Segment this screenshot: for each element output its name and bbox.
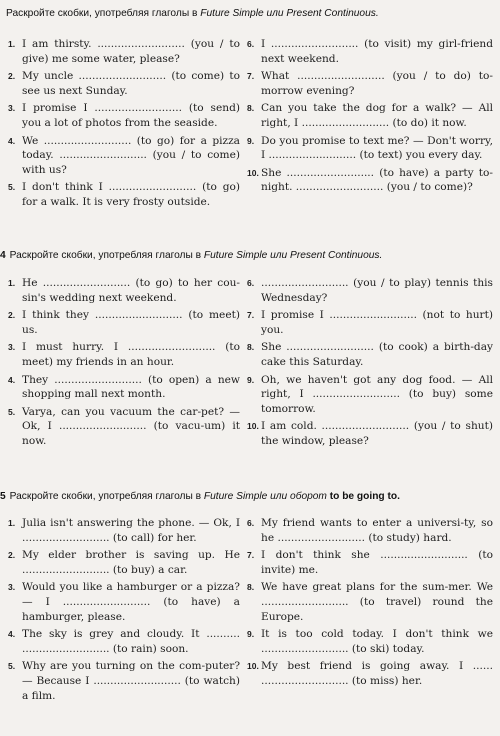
list-item: 7. I don't think she .......................... (to invite) me. xyxy=(247,549,493,576)
section-5-left-column xyxy=(8,516,240,706)
section-5-right-column xyxy=(247,516,493,692)
section-1-left-column xyxy=(8,37,240,213)
list-item: 9. It is too cold today. I don't think we .......................... (to ski) today. xyxy=(247,628,493,655)
section-4-heading xyxy=(0,250,382,261)
list-item: 8. She .......................... (to cook) a birth-day cake this Saturday. xyxy=(247,341,493,368)
list-item: 10. I am cold. .......................... (you / to shut) the window, please? xyxy=(247,420,493,447)
section-1-heading xyxy=(6,8,379,19)
list-item: 5. I don't think I .......................... (to go) for a walk. It is very frosty outside. xyxy=(8,181,240,208)
list-item: 10. My best friend is going away. I ...... .......................... (to miss) her. xyxy=(247,660,493,687)
list-item: 6. I .......................... (to visit) my girl-friend next weekend. xyxy=(247,38,493,65)
list-item: 4. We .......................... (to go) for a pizza today. .......................... (you / to come) with us? xyxy=(8,134,240,176)
section-4-heading-text: Раскройте скобки, употребляя глаголы в xyxy=(9,250,204,261)
list-item: 4. They .......................... (to open) a new shopping mall next month. xyxy=(8,373,240,401)
list-item: 5. Varya, can you vacuum the car-pet? — Ok, I .......................... (to vacu-um) it now. xyxy=(8,405,240,447)
section-5-heading-text: Раскройте скобки, употребляя глаголы в xyxy=(9,491,204,502)
section-4-right-column xyxy=(247,276,493,452)
list-item: 4. The sky is grey and cloudy. It .......... .......................... (to rain) soon. xyxy=(8,628,240,655)
list-item: 1. I am thirsty. .......................... (you / to give) me some water, please? xyxy=(8,38,240,65)
section-1-right-column xyxy=(247,37,493,198)
section-5-number: 5 xyxy=(0,491,6,502)
list-item: 3. I promise I .......................... (to send) you a lot of photos from the seaside. xyxy=(8,102,240,129)
list-item: 2. I think they .......................... (to meet) us. xyxy=(8,309,240,336)
list-item: 9. Oh, we haven't got any dog food. — All right, I .......................... (to buy) some tomorrow. xyxy=(247,373,493,415)
list-item: 10. She .......................... (to have) a party to-night. .......................... (you / to come)? xyxy=(247,166,493,194)
section-5-heading-bold: to be going to. xyxy=(329,491,400,502)
section-4-left-column xyxy=(8,276,240,452)
list-item: 8. Can you take the dog for a walk? — All right, I .......................... (to do) it now. xyxy=(247,102,493,129)
list-item: 1. He .......................... (to go) to her cou-sin's wedding next weekend. xyxy=(8,277,240,304)
list-item: 3. Would you like a hamburger or a pizza? — I .......................... (to have) a hamburger, please. xyxy=(8,581,240,623)
list-item: 2. My elder brother is saving up. He .......................... (to buy) a car. xyxy=(8,549,240,576)
list-item: 6. My friend wants to enter a universi-ty, so he .......................... (to study) hard. xyxy=(247,517,493,544)
list-item: 1. Julia isn't answering the phone. — Ok, I .......................... (to call) for her. xyxy=(8,517,240,544)
list-item: 6. .......................... (you / to play) tennis this Wednesday? xyxy=(247,277,493,304)
list-item: 5. Why are you turning on the com-puter? — Because I .......................... (to watch) a film. xyxy=(8,660,240,702)
list-item: 9. Do you promise to text me? — Don't worry, I .......................... (to text) you every day. xyxy=(247,134,493,162)
list-item: 2. My uncle .......................... (to come) to see us next Sunday. xyxy=(8,70,240,97)
section-1-heading-text: Раскройте скобки, употребляя глаголы в xyxy=(6,8,201,19)
list-item: 7. What .......................... (you / to do) to-morrow evening? xyxy=(247,70,493,97)
list-item: 7. I promise I .......................... (not to hurt) you. xyxy=(247,309,493,336)
section-4-number: 4 xyxy=(0,250,6,261)
section-5-heading xyxy=(0,491,400,502)
list-item: 8. We have great plans for the sum-mer. We .......................... (to travel) round the Europe. xyxy=(247,581,493,623)
section-4-heading-italic: Future Simple или Present Continuous. xyxy=(203,250,383,261)
section-1-heading-italic: Future Simple или Present Continuous. xyxy=(200,8,379,19)
list-item: 3. I must hurry. I .......................... (to meet) my friends in an hour. xyxy=(8,341,240,368)
section-5-heading-italic: Future Simple или оборот xyxy=(203,491,330,502)
